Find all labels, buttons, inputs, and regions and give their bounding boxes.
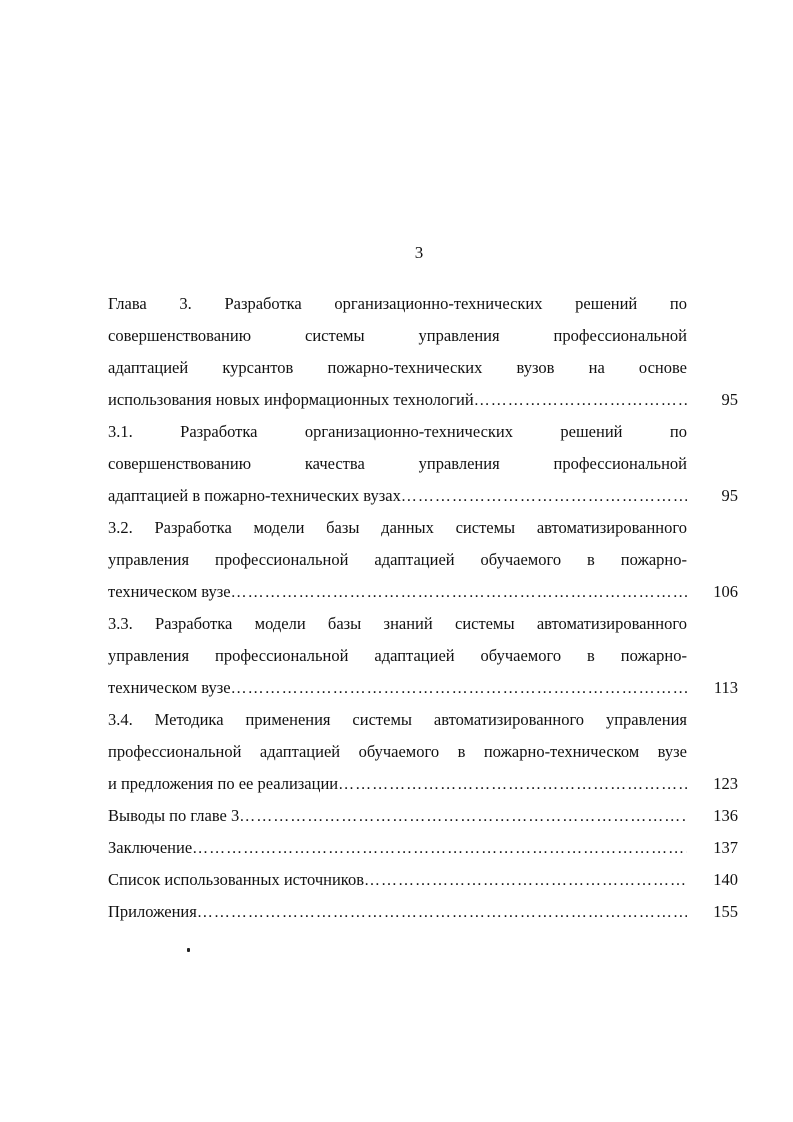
toc-line: 3.3. Разработка модели базы знаний системы автоматизированного <box>108 614 687 633</box>
toc-page-number: 123 <box>713 774 738 793</box>
dot-leader <box>338 769 687 801</box>
toc-entry-chapter-3 <box>108 288 738 416</box>
dot-leader <box>364 865 687 897</box>
toc-line-last <box>108 480 738 512</box>
toc-entry-3-2 <box>108 512 738 608</box>
dot-leader <box>192 833 687 865</box>
table-of-contents <box>108 288 738 928</box>
toc-line: Заключение <box>108 838 193 857</box>
toc-entry-3-3 <box>108 608 738 704</box>
toc-entry-summary <box>108 832 738 864</box>
toc-entry-3-4 <box>108 704 738 800</box>
toc-page-number: 106 <box>713 582 738 601</box>
toc-line-last <box>108 768 738 800</box>
toc-line: адаптацией курсантов пожарно-технических вузов на основе <box>108 358 687 377</box>
toc-line: техническом вузе <box>108 582 231 601</box>
toc-line: техническом вузе <box>108 678 231 697</box>
toc-line-last <box>108 672 738 704</box>
dot-leader <box>231 673 687 705</box>
toc-line: управления профессиональной адаптацией обучаемого в пожарно- <box>108 550 687 569</box>
dot-leader <box>401 481 687 513</box>
toc-line-last <box>108 384 738 416</box>
toc-line: совершенствованию качества управления профессиональной <box>108 454 687 473</box>
toc-line: Выводы по главе 3 <box>108 806 240 825</box>
toc-line: использования новых информационных технологий <box>108 390 474 409</box>
toc-line: Приложения <box>108 902 197 921</box>
page-number: 3 <box>414 243 424 262</box>
dot-leader <box>231 577 687 609</box>
toc-line: Глава 3. Разработка организационно-технических решений по <box>108 294 687 313</box>
toc-line: и предложения по ее реализации <box>108 774 339 793</box>
toc-page-number: 140 <box>713 870 738 889</box>
toc-entry-references <box>108 864 738 896</box>
toc-entry-appendices <box>108 896 738 928</box>
toc-line-last <box>108 832 738 864</box>
toc-page-number: 155 <box>713 902 738 921</box>
toc-line: управления профессиональной адаптацией обучаемого в пожарно- <box>108 646 687 665</box>
toc-page-number: 95 <box>721 390 738 409</box>
dot-leader <box>239 801 687 833</box>
toc-line: совершенствованию системы управления профессиональной <box>108 326 687 345</box>
toc-line: 3.2. Разработка модели базы данных системы автоматизированного <box>108 518 687 537</box>
toc-line-last <box>108 864 738 896</box>
toc-line-last <box>108 896 738 928</box>
toc-page-number: 136 <box>713 806 738 825</box>
dot-leader <box>197 897 687 929</box>
scan-mark <box>187 948 190 952</box>
toc-line: профессиональной адаптацией обучаемого в пожарно-техническом вузе <box>108 742 687 761</box>
toc-entry-conclusions <box>108 800 738 832</box>
dot-leader <box>474 385 687 417</box>
toc-page-number: 95 <box>721 486 738 505</box>
toc-line: 3.4. Методика применения системы автоматизированного управления <box>108 710 687 729</box>
toc-line: Список использованных источников <box>108 870 364 889</box>
toc-line: 3.1. Разработка организационно-технических решений по <box>108 422 687 441</box>
toc-page-number: 113 <box>713 678 738 697</box>
toc-line: адаптацией в пожарно-технических вузах <box>108 486 401 505</box>
toc-page-number: 137 <box>713 838 738 857</box>
toc-line-last <box>108 576 738 608</box>
toc-entry-3-1 <box>108 416 738 512</box>
toc-line-last <box>108 800 738 832</box>
